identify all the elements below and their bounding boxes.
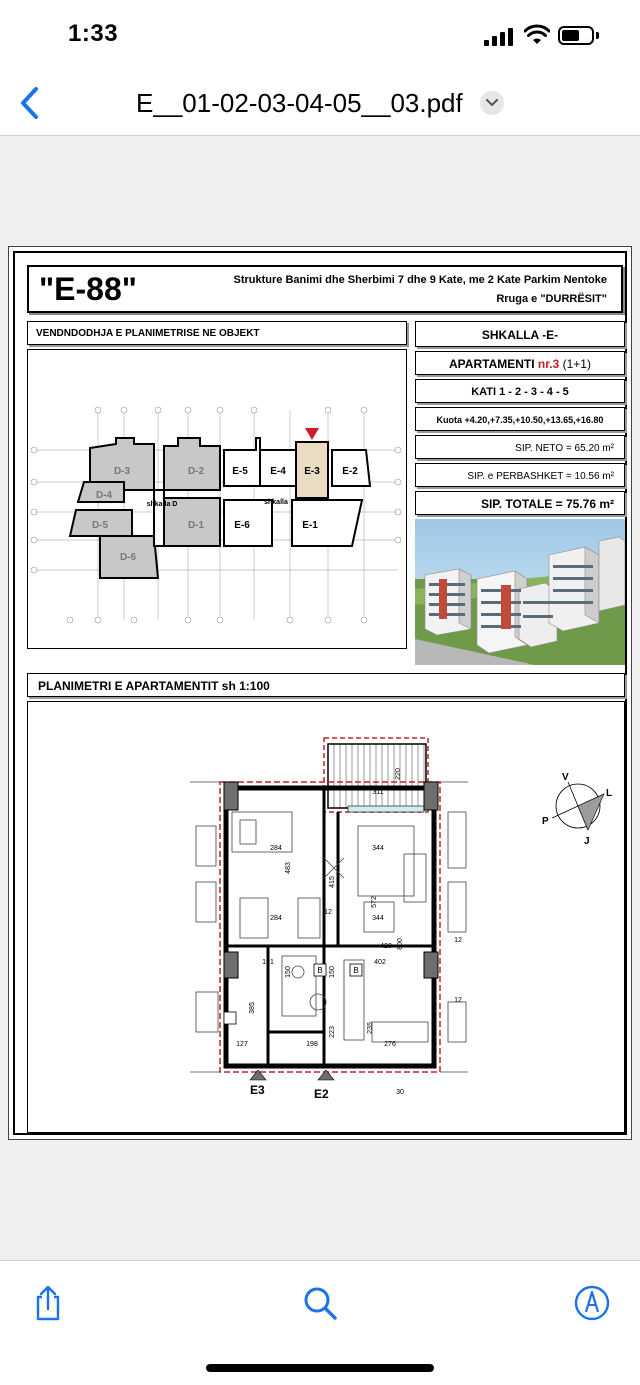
entrance-e2-marker [318, 1070, 334, 1080]
dim-276: 276 [384, 1041, 396, 1048]
apartment-label: APARTAMENTI [449, 357, 535, 371]
search-icon[interactable] [300, 1283, 340, 1323]
stair-box [415, 321, 625, 347]
common-area-label: SIP. e PERBASHKET = 10.56 m² [467, 471, 614, 482]
pdf-page [8, 246, 632, 1140]
dim-284b: 284 [270, 915, 282, 922]
elevations-box [415, 407, 625, 431]
unit-d5: D-5 [91, 520, 109, 531]
apartment-type: (1+1) [562, 357, 591, 371]
unit-e1: E-1 [302, 520, 318, 531]
dim-12a: 12 [454, 937, 462, 944]
dim-191: 191 [262, 959, 274, 966]
battery-icon [558, 26, 594, 45]
bath-b-label-1: B [317, 966, 323, 975]
compass-p: P [542, 816, 549, 827]
unit-e6: E-6 [234, 520, 250, 531]
unit-d2: D-2 [187, 466, 205, 477]
dim-415: 415 [329, 876, 336, 888]
location-header [27, 321, 407, 345]
apartment-box [415, 351, 625, 375]
dim-150b: 150 [329, 966, 336, 978]
apartment-number: nr.3 [537, 357, 560, 371]
dim-12c: 12 [324, 909, 332, 916]
floor-plan-drawing [28, 702, 624, 1132]
entrance-e2-tag: E2 [314, 1087, 329, 1101]
title-chevron-down-icon[interactable] [480, 91, 504, 115]
elevations-label: Kuota +4.20,+7.35,+10.50,+13.65,+16.80 [436, 415, 604, 425]
dim-220: 220 [395, 768, 402, 780]
key-plan-drawing [28, 350, 406, 648]
status-time: 1:33 [68, 20, 119, 47]
location-header-label: VENDNDODHJA E PLANIMETRISE NE OBJEKT [36, 328, 260, 339]
project-description: Strukture Banimi dhe Sherbimi 7 dhe 9 Kate, me 2 Kate Parkim Nentoke [233, 274, 607, 286]
dim-344a: 344 [372, 845, 384, 852]
dim-235: 235 [367, 1022, 374, 1034]
cellular-signal-icon [484, 28, 516, 46]
dim-385: 385 [249, 1002, 256, 1014]
document-title-text: E__01-02-03-04-05__03.pdf [136, 87, 463, 118]
dim-572: 572 [371, 896, 378, 908]
unit-e3: E-3 [304, 466, 320, 477]
compass-v: V [562, 772, 569, 783]
total-area-label: SIP. TOTALE = 75.76 m² [480, 497, 614, 511]
pdf-viewer[interactable] [0, 136, 640, 1260]
status-bar [0, 0, 640, 70]
dim-402: 402 [374, 959, 386, 966]
floors-label: KATI 1 - 2 - 3 - 4 - 5 [471, 386, 569, 398]
plan-header-label: PLANIMETRI E APARTAMENTIT sh 1:100 [38, 679, 270, 693]
stair-e-label: shkalla [264, 499, 288, 506]
wifi-icon [524, 24, 550, 46]
dim-483: 483 [285, 862, 292, 874]
dim-12b: 12 [454, 997, 462, 1004]
nav-bar [0, 70, 640, 136]
bath-b-label-2: B [353, 966, 359, 975]
page-frame [13, 251, 627, 1135]
unit-d1: D-1 [187, 520, 205, 531]
dim-284a: 284 [270, 845, 282, 852]
floors-box [415, 379, 625, 403]
dim-30: 30 [396, 1089, 404, 1096]
dim-127: 127 [236, 1041, 248, 1048]
project-street: Rruga e "DURRËSIT" [496, 293, 607, 305]
unit-e4: E-4 [270, 466, 286, 477]
home-indicator[interactable] [206, 1364, 434, 1372]
common-area-box [415, 463, 625, 487]
compass-l: L [606, 788, 613, 799]
building-rendering [415, 519, 625, 665]
battery-tip [596, 32, 599, 39]
dim-420: 420 [380, 943, 392, 950]
location-key-plan [27, 349, 407, 649]
document-title[interactable] [0, 86, 640, 119]
apartment-floor-plan [27, 701, 625, 1133]
compass-j: J [584, 836, 590, 847]
unit-marker-icon [305, 428, 319, 440]
net-area-box [415, 435, 625, 459]
dim-198: 198 [306, 1041, 318, 1048]
dim-344b: 344 [372, 915, 384, 922]
dim-223: 223 [329, 1026, 336, 1038]
apartment-line [416, 357, 624, 371]
entrance-e3-tag: E3 [250, 1083, 265, 1097]
dim-150a: 150 [285, 966, 292, 978]
total-area-box [415, 491, 625, 515]
compass-icon [542, 772, 612, 847]
project-code: "E-88" [39, 271, 137, 307]
unit-d4: D-4 [95, 490, 113, 501]
net-area-label: SIP. NETO = 65.20 m² [515, 443, 614, 454]
project-header [27, 265, 623, 313]
dim-311: 311 [372, 789, 384, 796]
share-icon[interactable] [28, 1283, 68, 1323]
unit-d3: D-3 [113, 466, 131, 477]
stair-label: SHKALLA -E- [481, 328, 559, 342]
dim-800: 800 [397, 938, 404, 950]
unit-e5: E-5 [232, 466, 248, 477]
plan-header [27, 673, 625, 697]
stair-d-label: shkalla D [146, 501, 178, 508]
unit-e2: E-2 [342, 466, 358, 477]
unit-d6: D-6 [119, 552, 137, 563]
markup-icon[interactable] [572, 1283, 612, 1323]
